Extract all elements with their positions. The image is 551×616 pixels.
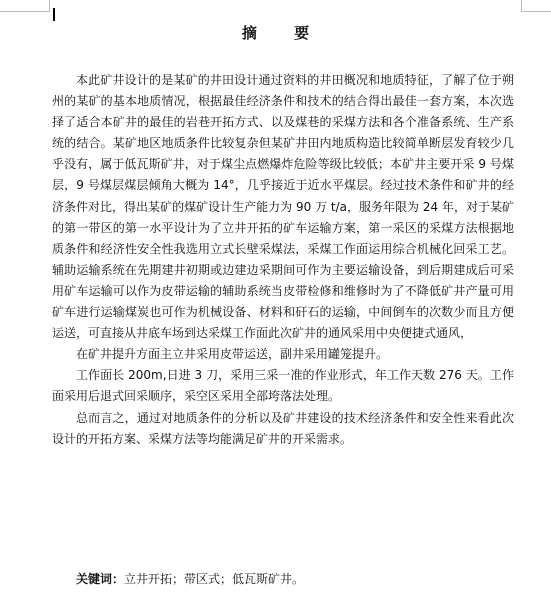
keywords-value: 立井开拓；带区式；低瓦斯矿井。 <box>124 572 305 586</box>
crop-mark-top-left-vertical <box>49 0 50 12</box>
keywords-label: 关键词： <box>76 572 125 586</box>
text-cursor <box>53 8 55 21</box>
paragraph-4[interactable]: 总而言之，通过对地质条件的分析以及矿井建设的技术经济条件和安全性来看此次设计的开拓方案、采煤方法等均能满足矿井的开采需求。 <box>52 410 514 446</box>
crop-mark-top-left-horizontal <box>0 11 50 12</box>
crop-mark-top-right-horizontal <box>521 11 551 12</box>
crop-mark-top-right-vertical <box>521 0 522 12</box>
page-title: 摘 要 <box>241 24 326 42</box>
keywords-line[interactable] <box>76 570 304 588</box>
abstract-body[interactable] <box>52 70 514 450</box>
paragraph-2[interactable]: 在矿井提升方面主立井采用皮带运送，副井采用罐笼提升。 <box>76 347 389 362</box>
paragraph-3[interactable]: 工作面长 200m,日进 3 刀，采用三采一准的作业形式，年工作天数 276 天。工作面采用后退式回采顺序，采空区采用全部垮落法处理。 <box>52 368 514 404</box>
paragraph-1[interactable]: 本此矿井设计的是某矿的井田设计通过资料的井田概况和地质特征，了解了位于朔州的某矿的基本地质情况，根据最佳经济条件和技术的结合得出最佳一套方案，本次选择了适合本矿井的最佳的岩巷开拓方式、以及煤巷的采煤方法和各个准备系统、生产系统的结合。某矿地区地质条件比较复杂但某矿井田内地质构造比较简单断层发育较少几乎没有，属于低瓦斯矿井，对于煤尘点燃爆炸危险等级比较低；本矿井主要开采 9 号煤层，9 号煤层煤层倾角大概为 14°，几乎接近于近水平煤层。经过技术条件和矿井的经济条件对比，得出某矿的煤矿设计生产能力为 90 万 t/a，服务年限为 24 年，对于某矿的第一带区的第一水平设计为了立井开拓的矿车运输方案，第一采区的采煤方法根据地质条件和经济性安全性我选用立式长壁采煤法，采煤工作面运用综合机械化回采工艺。辅助运输系统在先期建井初期或边建边采期间可作为主要运输设备，到后期建成后可采用矿车运输可以作为皮带运输的辅助系统当皮带检修和维修时为了不降低矿井产量可用矿车进行运输煤炭也可作为机械设备、材料和矸石的运输，中间倒车的次数少而且方便运送，可直接从井底车场到达采煤工作面此次矿井的通风采用中央便捷式通风， <box>52 73 514 341</box>
